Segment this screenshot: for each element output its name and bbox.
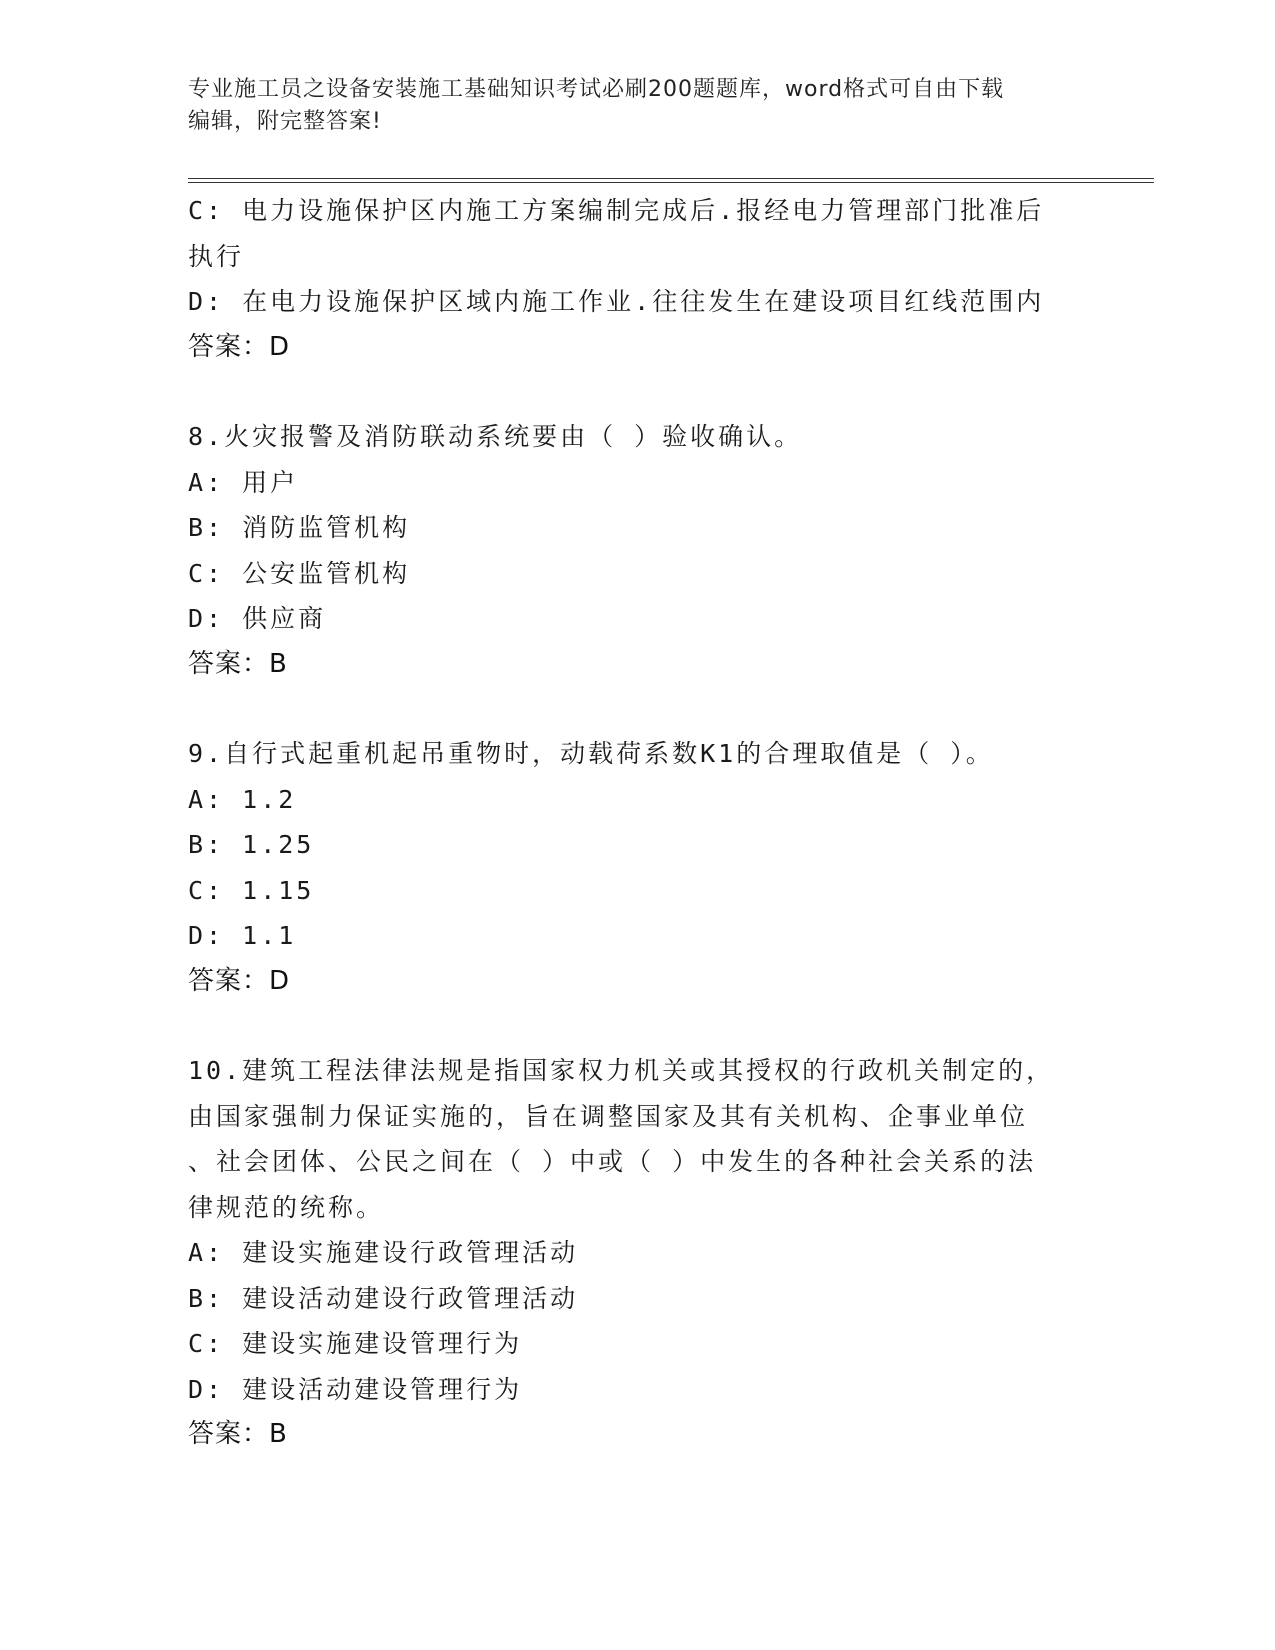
option-a: A: 用户 — [188, 467, 299, 497]
option-b: B: 消防监管机构 — [188, 513, 411, 542]
header-divider-top — [188, 178, 1154, 179]
option-a: A: 1.2 — [188, 784, 297, 814]
question-stem-line-1: 10.建筑工程法律法规是指国家权力机关或其授权的行政机关制定的， — [188, 1056, 1055, 1085]
document-body — [188, 188, 1068, 1458]
question-stem-line-3: 、社会团体、公民之间在（ ）中或（ ）中发生的各种社会关系的法 — [188, 1147, 1037, 1176]
header-divider-bottom — [188, 182, 1154, 183]
question-stem-line-4: 律规范的统称。 — [188, 1192, 385, 1222]
answer-line: 答案：B — [188, 648, 288, 679]
option-c: C: 1.15 — [188, 875, 315, 905]
header-title-line-2: 编辑，附完整答案! — [188, 109, 382, 134]
header-title-line-1: 专业施工员之设备安装施工基础知识考试必刷200题题库，word格式可自由下载 — [188, 77, 1005, 102]
question-10 — [188, 1048, 1068, 1458]
option-c: C: 建设实施建设管理行为 — [188, 1329, 523, 1358]
spacer — [188, 370, 1068, 414]
answer-line: 答案：D — [188, 965, 291, 996]
question-stem: 8.火灾报警及消防联动系统要由（ ）验收确认。 — [188, 422, 803, 451]
question-stem-line-2: 由国家强制力保证实施的，旨在调整国家及其有关机构、企事业单位 — [188, 1101, 1029, 1131]
option-b: B: 1.25 — [188, 830, 315, 859]
spacer — [188, 687, 1068, 731]
question-9 — [188, 731, 1068, 1004]
option-c: C: 公安监管机构 — [188, 558, 411, 588]
option-b: B: 建设活动建设行政管理活动 — [188, 1283, 579, 1313]
option-d: D: 建设活动建设管理行为 — [188, 1374, 523, 1404]
option-c: C: 电力设施保护区内施工方案编制完成后.报经电力管理部门批准后 — [188, 196, 1045, 225]
option-d: D: 供应商 — [188, 604, 327, 633]
question-stem: 9.自行式起重机起吊重物时，动载荷系数K1的合理取值是（ ）。 — [188, 739, 994, 768]
spacer — [188, 1004, 1068, 1048]
question-8 — [188, 414, 1068, 687]
question-7-fragment — [188, 188, 1068, 370]
option-d: D: 在电力设施保护区域内施工作业.往往发生在建设项目红线范围内 — [188, 287, 1045, 316]
option-d: D: 1.1 — [188, 921, 297, 950]
answer-line: 答案：D — [188, 331, 291, 362]
answer-line: 答案：B — [188, 1419, 288, 1449]
option-a: A: 建设实施建设行政管理活动 — [188, 1238, 579, 1267]
document-header — [188, 74, 1068, 138]
option-c-continuation: 执行 — [188, 241, 245, 271]
